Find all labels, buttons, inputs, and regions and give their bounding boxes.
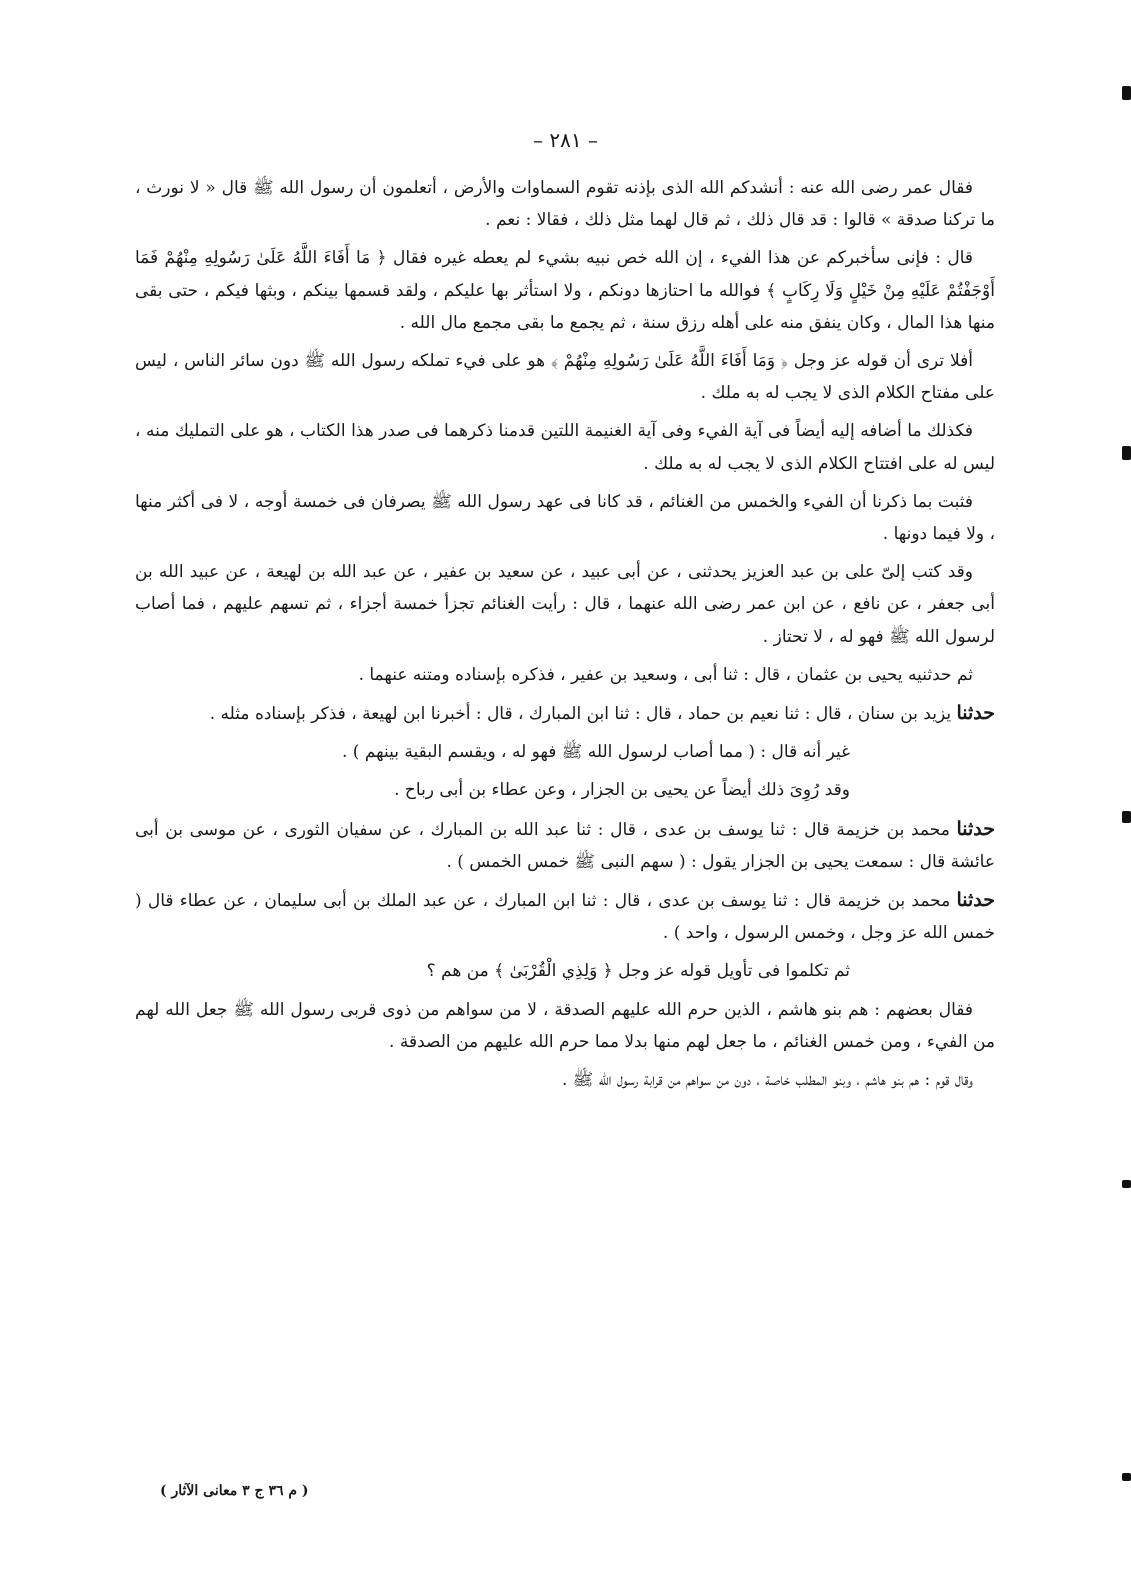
- paragraph: [135, 659, 995, 691]
- paragraph: [135, 242, 995, 339]
- paragraph-text: ثم حدثنيه يحيى بن عثمان ، قال : ثنا أبى ، وسعيد بن عفير ، فذكره بإسناده ومتنه عنهما .: [358, 664, 973, 685]
- paragraph-text: غير أنه قال : ( مما أصاب لرسول الله ﷺ فهو له ، ويقسم البقية بينهم ) .: [341, 742, 850, 763]
- paragraph: [135, 556, 995, 653]
- paragraph-text: ثم تكلموا فى تأويل قوله عز وجل ﴿ وَلِذِي الْقُرْبَىٰ ﴾ من هم ؟: [426, 961, 850, 982]
- paragraph: [135, 813, 995, 878]
- paragraph-text: محمد بن خزيمة قال : ثنا يوسف بن عدى ، قال : ثنا ابن المبارك ، عن عبد الملك بن أبى سليمان ، عن عطاء قال ( خمس الله عز وجل ، وخمس الرسول ، واحد ) .: [135, 891, 995, 944]
- paragraph: [135, 415, 995, 479]
- paragraph-text: فقال بعضهم : هم بنو هاشم ، الذين حرم الله عليهم الصدقة ، لا من سواهم من ذوى قربى رسول الله ﷺ جعل الله لهم من الفيء ، ومن خمس الغنائم ، ما جعل لهم منها بدلا مما حرم الله عليهم من الصدقة .: [135, 999, 995, 1052]
- paragraph-text: قال : فإنى سأخبركم عن هذا الفيء ، إن الله خص نبيه بشيء لم يعطه غيره فقال ﴿ مَا أَفَاءَ اللَّهُ عَلَىٰ رَسُولِهِ مِنْهُمْ فَمَا أَوْجَفْتُمْ عَلَيْهِ مِنْ خَيْلٍ وَلَا رِكَابٍ ﴾ فوالله ما احتازها دونكم ، ولا استأثر بها عليكم ، ولقد قسمها بينكم ، وبثها فيكم ، حتى بقى منها هذا المال ، وكان ينفق منه على أهله رزق سنة ، ثم يجمع ما بقى مجمع مال الله .: [135, 248, 995, 333]
- paragraph-text: أفلا ترى أن قوله عز وجل ﴿ وَمَا أَفَاءَ اللَّهُ عَلَىٰ رَسُولِهِ مِنْهُمْ ﴾ هو على فيء تملكه رسول الله ﷺ دون سائر الناس ، ليس على مفتاح الكلام الذى لا يجب له به ملك .: [135, 351, 995, 404]
- paragraph: [135, 697, 995, 730]
- paragraph-text: وقد رُوِىَ ذلك أيضاً عن يحيى بن الجزار ، وعن عطاء بن أبى رباح .: [394, 780, 850, 801]
- edge-mark: [1122, 446, 1131, 460]
- page-number: – ٢٨١ –: [533, 128, 598, 152]
- edge-mark: [1122, 86, 1131, 100]
- paragraph-text: فثبت بما ذكرنا أن الفيء والخمس من الغنائم ، قد كانا فى عهد رسول الله ﷺ يصرفان فى خمسة أوجه ، لا فى أكثر منها ، ولا فيما دونها .: [135, 491, 995, 545]
- paragraph-text: وقد كتب إلىّ على بن عبد العزيز يحدثنى ، عن أبى عبيد ، عن سعيد بن عفير ، عن عبد الله بن لهيعة ، عن عبيد الله بن أبى جعفر ، عن نافع ، عن ابن عمر رضى الله عنهما ، قال : رأيت الغنائم تجزأ خمسة أجزاء ، ثم تسهم عليهم ، فما أصاب لرسول الله ﷺ فهو له ، لا تحتاز .: [135, 562, 995, 647]
- edge-mark: [1122, 1473, 1131, 1481]
- edge-mark: [1122, 811, 1131, 823]
- paragraph: [135, 994, 995, 1058]
- paragraph: [135, 884, 995, 949]
- edge-mark: [1122, 1180, 1131, 1188]
- paragraph: [135, 774, 995, 806]
- paragraph: [135, 172, 995, 236]
- paragraph: [135, 1064, 995, 1096]
- paragraph: [135, 345, 995, 409]
- paragraph: [135, 955, 995, 987]
- footer-signature: ( م ٣٦ ج ٣ معانى الآثار ): [160, 1483, 309, 1499]
- paragraph-text: يزيد بن سنان ، قال : ثنا نعيم بن حماد ، قال : ثنا ابن المبارك ، قال : أخبرنا ابن لهيعة ، فذكر بإسناده مثله .: [209, 704, 957, 725]
- paragraph: [135, 736, 995, 768]
- body-text: [135, 172, 995, 1102]
- hadith-lead-word: حدثنا: [956, 889, 996, 912]
- hadith-lead-word: حدثنا: [956, 817, 995, 840]
- paragraph-text: محمد بن خزيمة قال : ثنا يوسف بن عدى ، قال : ثنا عبد الله بن المبارك ، عن سفيان الثورى ، عن موسى بن أبى عائشة قال : سمعت يحيى بن الجزار يقول : ( سهم النبى ﷺ خمس الخمس ) .: [135, 819, 995, 872]
- hadith-lead-word: حدثنا: [956, 702, 995, 725]
- paragraph-text: وقال قوم : هم بنو هاشم ، وبنو المطلب خاصة ، دون من سواهم من قرابة رسول الله ﷺ .: [562, 1070, 973, 1091]
- paragraph: [135, 486, 995, 550]
- paragraph-text: فكذلك ما أضافه إليه أيضاً فى آية الفيء وفى آية الغنيمة اللتين قدمنا ذكرهما فى صدر هذا الكتاب ، هو على التمليك منه ، ليس له على افتتاح الكلام الذى لا يجب له به ملك .: [135, 421, 995, 474]
- paragraph-text: فقال عمر رضى الله عنه : أنشدكم الله الذى بإذنه تقوم السماوات والأرض ، أتعلمون أن رسول الله ﷺ قال « لا نورث ، ما تركنا صدقة » قالوا : قد قال ذلك ، ثم قال لهما مثل ذلك ، فقالا : نعم .: [135, 178, 995, 231]
